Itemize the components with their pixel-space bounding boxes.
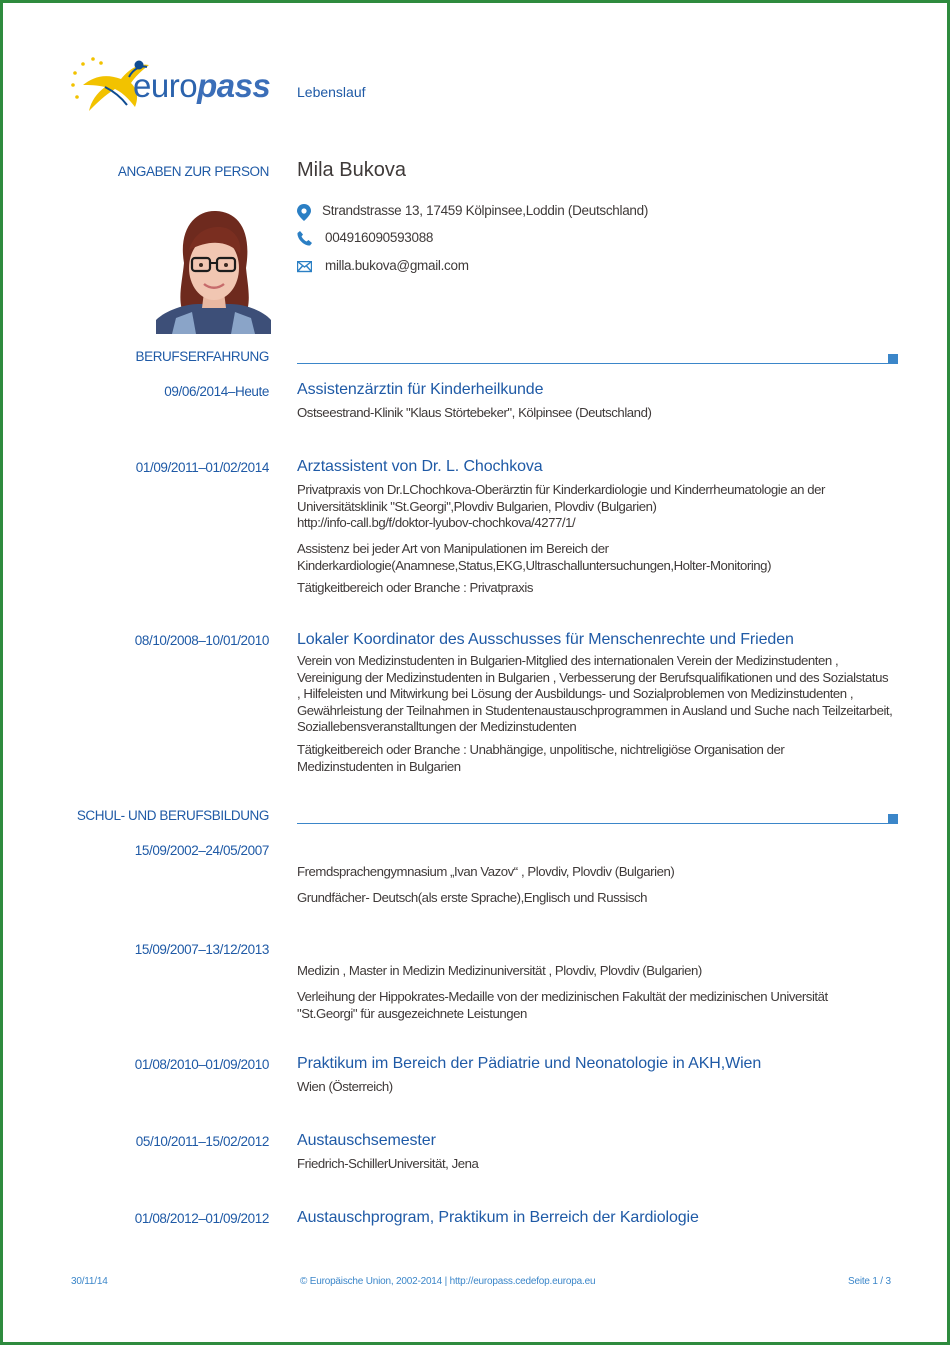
- education-place: Wien (Österreich): [297, 1079, 393, 1094]
- section-divider-marker: [888, 814, 898, 824]
- footer-copyright-link[interactable]: © Europäische Union, 2002-2014 | http://europass.cedefop.europa.eu: [300, 1276, 596, 1287]
- education-institution: Medizin , Master in Medizin Medizinuniversität , Plovdiv, Plovdiv (Bulgarien): [297, 963, 702, 978]
- education-date: 15/09/2007–13/12/2013: [134, 942, 269, 957]
- experience-employer: Verein von Medizinstudenten in Bulgarien-Mitglied des internationalen Verein der Medizinstudenten , Vereinigung der Medizinstudenten in Bulgarien , Verbesserung der Berufsqualifikationen und des Sozialstatus , Hilfeleisten und Mitwirkung bei Lösung der Ausbildungs- und Sozialproblemen von Medizinstudenten , Gewährleistung der Teilnahmen in Studentenaustauschprogrammen in Ausland und Suche nach Teilzeitarbeit, Soziallebensveranstalltungen der Medizinstudenten: [297, 653, 893, 734]
- wordmark-euro: euro: [133, 67, 198, 104]
- section-divider: [297, 363, 891, 364]
- education-place: Friedrich-SchillerUniversität, Jena: [297, 1156, 479, 1171]
- phone-text: 004916090593088: [325, 230, 434, 245]
- experience-date: 01/09/2011–01/02/2014: [135, 460, 269, 475]
- experience-title: Assistenzärztin für Kinderheilkunde: [297, 381, 544, 398]
- experience-link: http://info-call.bg/f/doktor-lyubov-chochkova/4277/1/: [297, 515, 576, 530]
- education-title: Praktikum im Bereich der Pädiatrie und Neonatologie in AKH,Wien: [297, 1055, 762, 1072]
- section-divider-marker: [888, 354, 898, 364]
- footer-page-number: Seite 1 / 3: [848, 1276, 891, 1287]
- location-pin-icon: [297, 204, 311, 221]
- experience-date: 08/10/2008–10/01/2010: [134, 633, 269, 648]
- education-title: Austauschsemester: [297, 1132, 436, 1149]
- education-date: 05/10/2011–15/02/2012: [135, 1134, 269, 1149]
- profile-photo: [156, 208, 271, 334]
- experience-sector: Tätigkeitbereich oder Branche : Privatpraxis: [297, 580, 534, 595]
- footer-date: 30/11/14: [71, 1276, 108, 1287]
- education-date: 01/08/2010–01/09/2010: [134, 1057, 269, 1072]
- education-subjects: Grundfächer- Deutsch(als erste Sprache),Englisch und Russisch: [297, 890, 648, 905]
- mail-icon: [297, 261, 312, 273]
- education-title: Austauschprogram, Praktikum in Berreich der Kardiologie: [297, 1209, 699, 1226]
- wordmark-pass: pass: [197, 67, 271, 104]
- experience-sector: Tätigkeitbereich oder Branche : Unabhängige, unpolitische, nichtreligiöse Organisation der Medizinstudenten in Bulgarien: [297, 742, 785, 774]
- document-type: Lebenslauf: [297, 84, 366, 100]
- experience-employer: Privatpraxis von Dr.LChochkova-Oberärztin für Kinderkardiologie und Kinderrheumatologie an der Universitätsklinik "St.Georgi",Plovdiv Bulgarien, Plovdiv (Bulgarien): [297, 482, 825, 514]
- experience-employer: Ostseestrand-Klinik "Klaus Störtebeker", Kölpinsee (Deutschland): [297, 405, 652, 420]
- experience-title: Arztassistent von Dr. L. Chochkova: [297, 458, 543, 475]
- address-text: Strandstrasse 13, 17459 Kölpinsee,Loddin (Deutschland): [322, 203, 649, 218]
- experience-description: Assistenz bei jeder Art von Manipulationen im Bereich der Kinderkardiologie(Anamnese,Status,EKG,Ultraschalluntersuchungen,Holter-Monitoring): [297, 541, 772, 573]
- education-award: Verleihung der Hippokrates-Medaille von der medizinischen Fakultät der medizinischen Universität "St.Georgi" für ausgezeichnete Leistungen: [297, 989, 828, 1021]
- europass-wordmark: [133, 67, 270, 105]
- experience-title: Lokaler Koordinator des Ausschusses für Menschenrechte und Frieden: [297, 631, 794, 648]
- section-divider: [297, 823, 891, 824]
- person-name: Mila Bukova: [297, 159, 406, 181]
- email-text: milla.bukova@gmail.com: [325, 258, 469, 273]
- experience-date: 09/06/2014–Heute: [164, 384, 269, 399]
- education-date: 15/09/2002–24/05/2007: [134, 843, 269, 858]
- education-date: 01/08/2012–01/09/2012: [134, 1211, 269, 1226]
- phone-icon: [297, 231, 312, 246]
- section-label-person: ANGABEN ZUR PERSON: [117, 164, 269, 179]
- education-institution: Fremdsprachengymnasium „Ivan Vazov“ , Plovdiv, Plovdiv (Bulgarien): [297, 864, 675, 879]
- section-label-education: SCHUL- UND BERUFSBILDUNG: [76, 808, 269, 823]
- section-label-experience: BERUFSERFAHRUNG: [135, 349, 269, 364]
